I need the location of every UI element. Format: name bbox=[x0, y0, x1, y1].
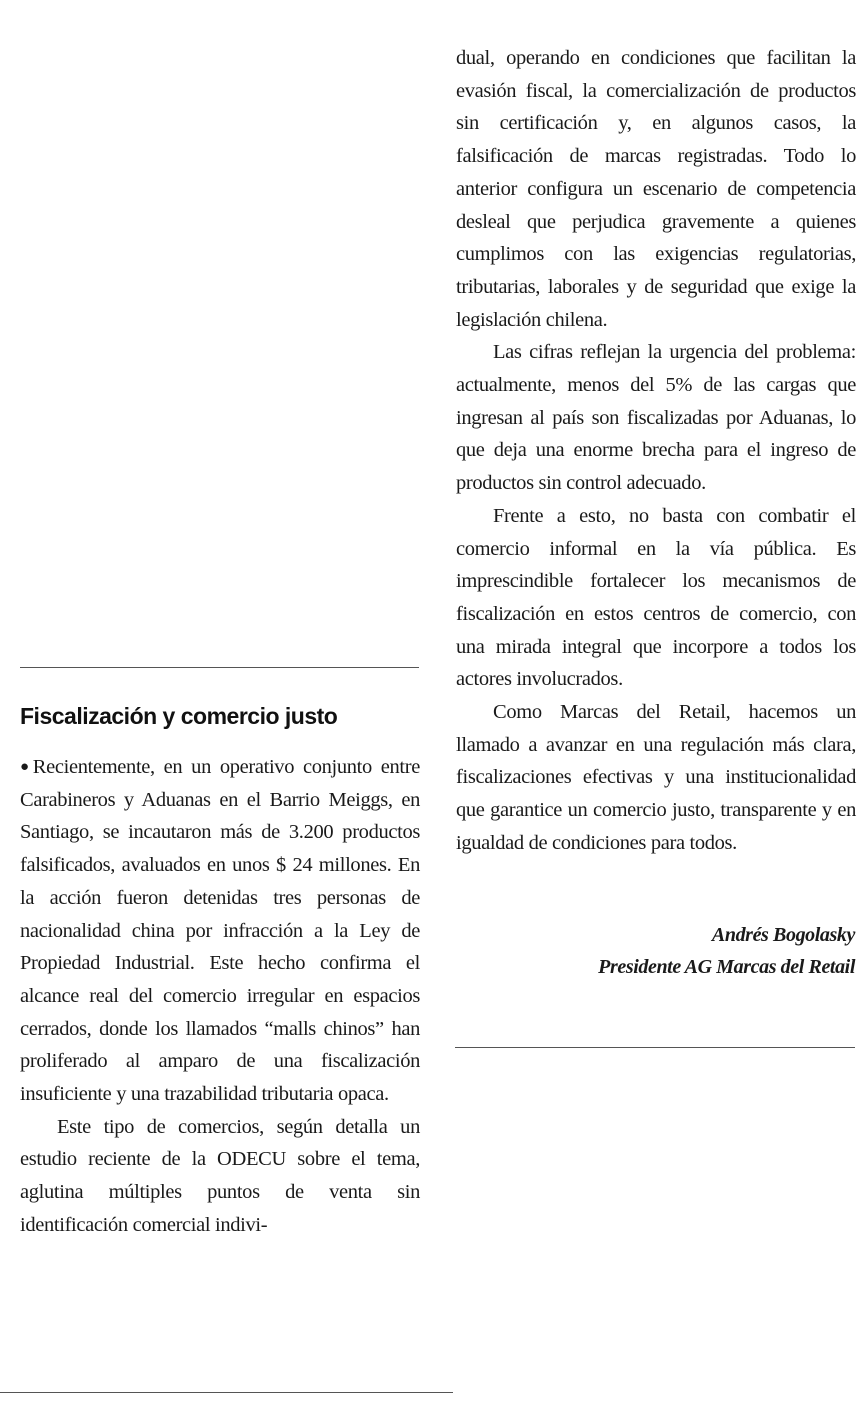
paragraph-5: Frente a esto, no basta con combatir el comercio informal en la vía pública. Es imprescindible fortalecer los mecanismos de fiscalización en estos centros de comercio, con una mirada integral que incorpore a todos los actores involucrados. bbox=[456, 504, 856, 691]
paragraph-4: Las cifras reflejan la urgencia del problema: actualmente, menos del 5% de las cargas que ingresan al país son fiscalizadas por Aduanas, lo que deja una enorme brecha para el ingreso de productos sin control adecuado. bbox=[456, 341, 856, 495]
paragraph-1-text: Recientemente, en un operativo conjunto entre Carabineros y Aduanas en el Barrio Meiggs, en Santiago, se incautaron más de 3.200 productos falsificados, avaluados en unos $ 24 millones. En la acción fueron detenidas tres personas de nacionalidad china por infracción a la Ley de Propiedad Industrial. Este hecho confirma el alcance real del comercio irregular en espacios cerrados, donde los llamados “malls chinos” han proliferado al amparo de una fiscalización insuficiente y una trazabilidad tributaria opaca. bbox=[20, 756, 420, 1106]
paragraph-1 bbox=[20, 751, 420, 1111]
divider-left-top bbox=[20, 667, 419, 668]
paragraph-3: dual, operando en condiciones que facilitan la evasión fiscal, la comercialización de productos sin certificación y, en algunos casos, la falsificación de marcas registradas. Todo lo anterior configura un escenario de competencia desleal que perjudica gravemente a quienes cumplimos con las exigencias regulatorias, tributarias, laborales y de seguridad que exige la legislación chilena. bbox=[456, 47, 856, 331]
paragraph-2: Este tipo de comercios, según detalla un estudio reciente de la ODECU sobre el tema, aglutina múltiples puntos de venta sin identificación comercial indivi- bbox=[20, 1115, 420, 1236]
divider-right bbox=[455, 1047, 855, 1048]
divider-left-bottom bbox=[0, 1392, 453, 1393]
article-headline: Fiscalización y comercio justo bbox=[20, 703, 338, 729]
article-column-right bbox=[456, 42, 856, 860]
paragraph-6: Como Marcas del Retail, hacemos un llamado a avanzar en una regulación más clara, fiscalizaciones efectivas y una institucionalidad que garantice un comercio justo, transparente y en igualdad de condiciones para todos. bbox=[456, 701, 856, 854]
article-column-left bbox=[20, 751, 420, 1242]
author-title: Presidente AG Marcas del Retail bbox=[598, 956, 855, 978]
bullet-icon: ● bbox=[20, 759, 33, 775]
author-name: Andrés Bogolasky bbox=[711, 924, 855, 946]
